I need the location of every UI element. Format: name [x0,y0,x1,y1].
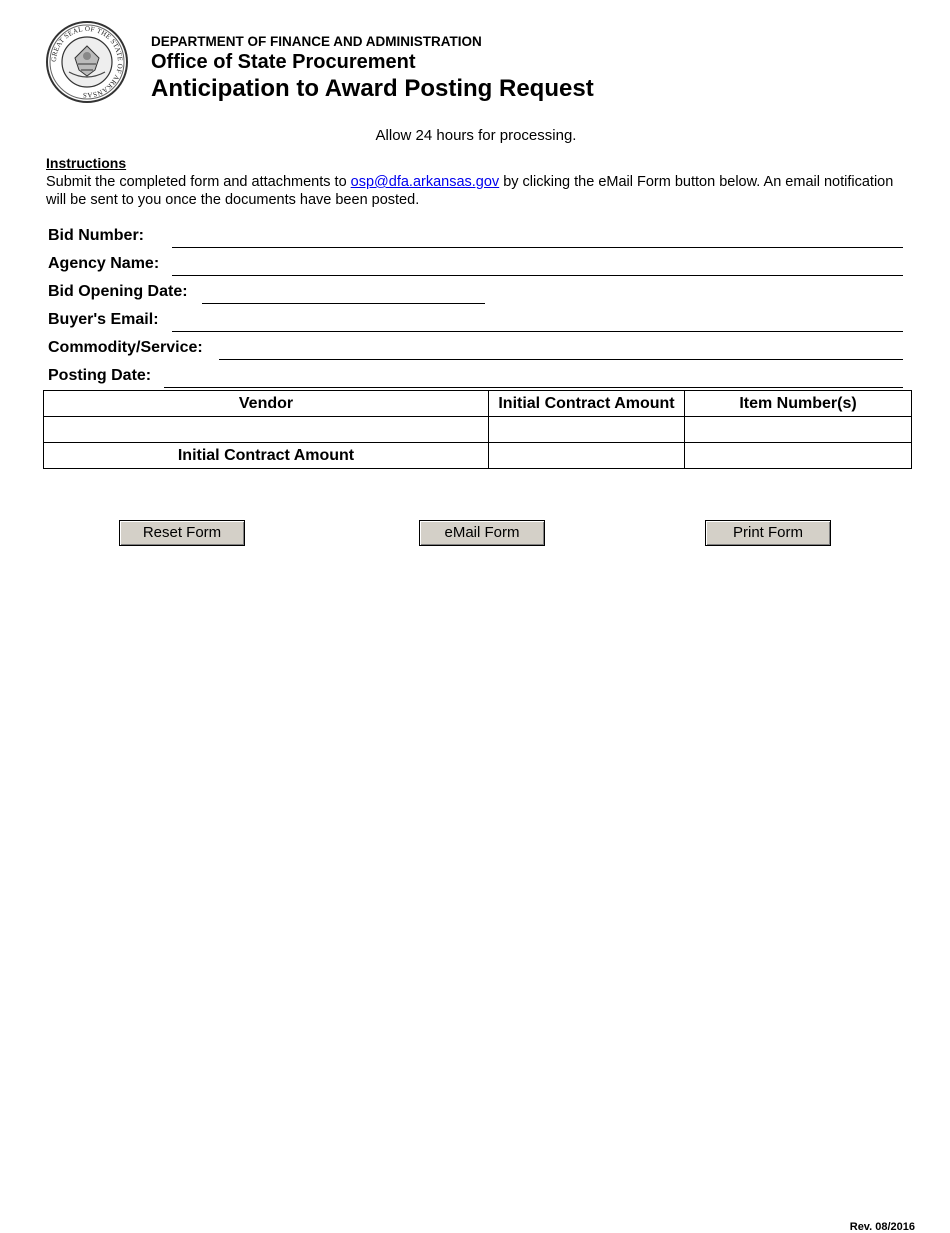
initial-contract-amount-column-header: Initial Contract Amount [489,391,685,417]
total-empty-cell [685,443,912,469]
vendor-input[interactable] [44,417,489,443]
table-header-row [44,391,912,417]
agency-name-field[interactable] [172,258,903,276]
processing-notice: Allow 24 hours for processing. [375,127,577,144]
posting-date-field[interactable] [164,370,903,388]
reset-form-button[interactable]: Reset Form [119,520,245,546]
item-numbers-column-header: Item Number(s) [685,391,912,417]
instructions-text-before: Submit the completed form and attachments to [46,174,351,190]
email-form-button[interactable]: eMail Form [419,520,545,546]
page-title: Anticipation to Award Posting Request [151,75,594,102]
agency-name-label: Agency Name: [48,255,160,272]
email-link[interactable]: osp@dfa.arkansas.gov [350,174,500,190]
instructions-heading: Instructions [46,155,127,171]
total-row [44,443,912,469]
item-numbers-input[interactable] [685,417,912,443]
seal-lettering: GREAT SEAL OF THE STATE OF ARKANSAS [49,24,125,100]
buyers-email-field[interactable] [172,314,903,332]
office-name: Office of State Procurement [151,51,416,73]
commodity-service-field[interactable] [219,342,903,360]
total-contract-amount-label: Initial Contract Amount [44,443,489,469]
print-form-button[interactable]: Print Form [705,520,831,546]
total-contract-amount-value[interactable] [489,443,685,469]
revision-date: Rev. 08/2016 [849,1221,915,1233]
bid-opening-date-label: Bid Opening Date: [48,283,188,300]
commodity-service-label: Commodity/Service: [48,339,203,356]
posting-date-label: Posting Date: [48,367,152,384]
instructions-text [46,173,906,209]
bid-number-field[interactable] [172,230,903,248]
state-seal-icon [45,20,129,104]
bid-number-label: Bid Number: [48,227,144,244]
buyers-email-label: Buyer's Email: [48,311,159,328]
vendor-column-header: Vendor [44,391,489,417]
vendor-table [43,390,912,469]
table-row [44,417,912,443]
instructions-text-after: by clicking the eMail Form button below. An email notification will be sent to you once the documents have been posted. [46,174,894,208]
bid-opening-date-field[interactable] [202,286,485,304]
contract-amount-input[interactable] [489,417,685,443]
department-name: DEPARTMENT OF FINANCE AND ADMINISTRATION [151,34,482,49]
